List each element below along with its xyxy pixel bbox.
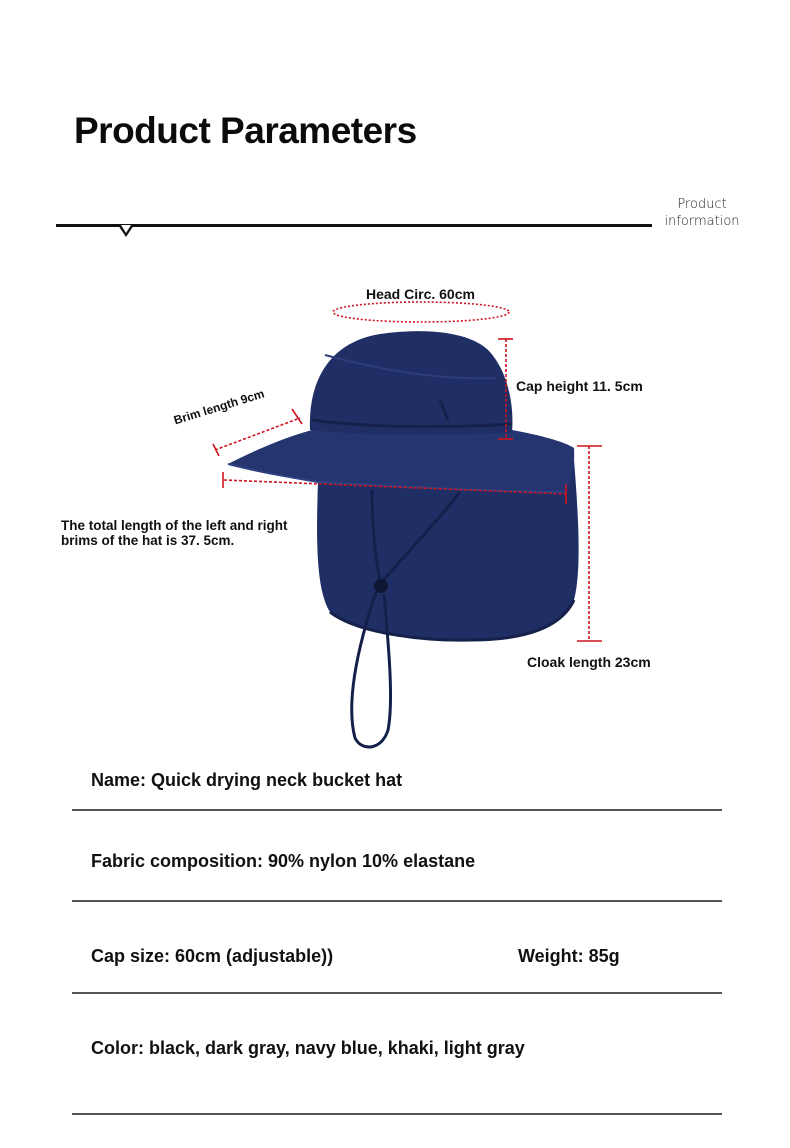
- param-row-color: [72, 994, 722, 1115]
- head-circ-label: Head Circ. 60cm: [366, 286, 475, 302]
- bucket-hat-illustration: [0, 260, 790, 760]
- total-brim-label: The total length of the left and right brims of the hat is 37. 5cm.: [61, 518, 288, 548]
- section-divider: [56, 224, 652, 227]
- param-row-size: [72, 902, 722, 994]
- color-options: Color: black, dark gray, navy blue, khaki, light gray: [91, 1038, 525, 1058]
- cap-size: Cap size: 60cm (adjustable)): [91, 946, 334, 966]
- product-information-label: Product information: [664, 197, 740, 229]
- head-circ-measure: [333, 302, 509, 322]
- hat-measurement-diagram: [0, 260, 790, 760]
- hat-crown: [310, 331, 513, 435]
- product-name: Name: Quick drying neck bucket hat: [91, 770, 403, 790]
- param-row-name: [72, 760, 722, 811]
- cap-height-label: Cap height 11. 5cm: [516, 378, 643, 394]
- cord-lock: [374, 579, 388, 593]
- brim-length-label: Brim length 9cm: [172, 386, 267, 428]
- weight: Weight: 85g: [518, 946, 620, 966]
- page-title: Product Parameters: [74, 110, 417, 151]
- param-row-fabric: [72, 811, 722, 902]
- fabric-composition: Fabric composition: 90% nylon 10% elastane: [91, 851, 476, 871]
- cloak-length-measure: [577, 446, 602, 641]
- cloak-length-label: Cloak length 23cm: [527, 654, 651, 670]
